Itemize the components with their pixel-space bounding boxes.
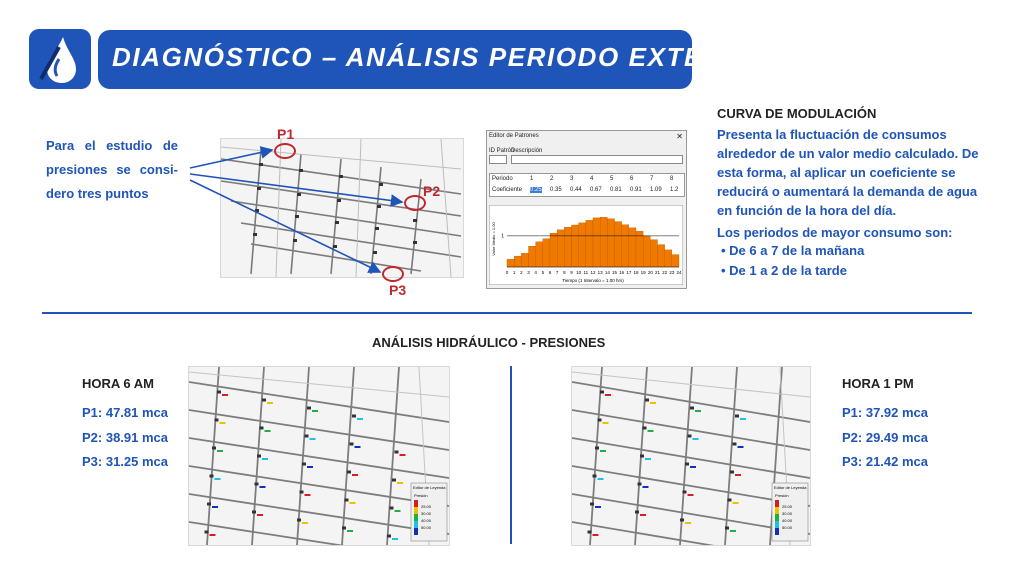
map-pressure-tag [220, 422, 226, 424]
legend-swatch [414, 514, 418, 521]
map-node [217, 391, 221, 394]
map-pressure-tag [740, 418, 746, 420]
map-node [690, 407, 694, 410]
map-pressure-tag [307, 466, 313, 468]
period-cell: 3 [570, 176, 574, 182]
chart-xtick: 20 [647, 270, 653, 275]
legend-swatch [414, 507, 418, 514]
map-pressure-tag [347, 530, 353, 532]
map-node [387, 535, 391, 538]
map-node [257, 455, 261, 458]
coef-cell[interactable]: 0.81 [610, 187, 622, 193]
map-pressure-tag [648, 430, 654, 432]
pm-value-p3: P3: 21.42 mca [842, 454, 929, 469]
legend-value: 25.00 [782, 504, 793, 509]
legend-value: 50.00 [421, 525, 432, 530]
map-pressure-tag [605, 394, 611, 396]
point-label-p3: P3 [389, 282, 407, 298]
chart-bar [643, 236, 650, 267]
chart-bar [579, 223, 586, 267]
map-pressure-tag [267, 402, 273, 404]
coef-cell[interactable]: 1.09 [650, 187, 662, 193]
legend-value: 30.00 [421, 511, 432, 516]
map-node [598, 419, 602, 422]
map-node [390, 507, 394, 510]
map-node [640, 455, 644, 458]
coef-label: Coeficiente [492, 187, 523, 193]
map-pressure-tag [603, 422, 609, 424]
chart-bar [593, 218, 600, 267]
map-node [725, 527, 729, 530]
map-pressure-tag [212, 506, 218, 508]
legend-value: 30.00 [782, 511, 793, 516]
map-node [215, 419, 219, 422]
legend-value: 40.00 [421, 518, 432, 523]
map-node [302, 463, 306, 466]
chart-bar [650, 240, 657, 267]
period-cell: 7 [650, 176, 654, 182]
map-node [307, 407, 311, 410]
pattern-table [489, 173, 685, 197]
am-value-p2: P2: 38.91 mca [82, 430, 169, 445]
map-pressure-tag [593, 534, 599, 536]
chart-xtick: 15 [611, 270, 618, 275]
period-cell: 6 [630, 176, 634, 182]
section-divider [42, 312, 972, 314]
chart-xtick: 1 [512, 270, 516, 275]
map-node [590, 503, 594, 506]
map-pressure-tag [645, 458, 651, 460]
chart-xtick: 3 [527, 270, 530, 275]
chart-xtick: 5 [541, 270, 545, 275]
am-heading: HORA 6 AM [82, 376, 154, 391]
modulation-paragraph: Presenta la fluctuación de consumos alrededor de un valor medio calculado. De esta forma, al aplicar un coeficiente se reducirá o aumentará la demanda de agua en función de la hora del día. [717, 127, 979, 218]
chart-bar [529, 246, 536, 267]
chart-xtick: 24 [676, 270, 682, 275]
period-cell: 4 [590, 176, 594, 182]
map-node [342, 527, 346, 530]
am-value-p1: P1: 47.81 mca [82, 405, 169, 420]
page-title: DIAGNÓSTICO – ANÁLISIS PERIODO EXTENDIDO [112, 42, 795, 72]
chart-bar [514, 256, 521, 267]
map-node [395, 451, 399, 454]
chart-bar [672, 255, 679, 267]
pm-value-p1: P1: 37.92 mca [842, 405, 929, 420]
chart-xtick: 6 [548, 270, 552, 275]
map-pressure-tag [397, 482, 403, 484]
map-node [255, 483, 259, 486]
legend-swatch [414, 500, 418, 507]
map-node [300, 491, 304, 494]
map-pressure-tag [352, 474, 358, 476]
map-node [688, 435, 692, 438]
chart-xtick: 11 [583, 270, 589, 275]
chart-bar [586, 220, 593, 267]
map-pressure-tag [685, 522, 691, 524]
chart-bar [507, 259, 514, 267]
legend-swatch [414, 528, 418, 535]
hydraulic-title: ANÁLISIS HIDRÁULICO - PRESIONES [372, 335, 606, 350]
chart-bar [543, 239, 550, 267]
peak-item-text: De 6 a 7 de la mañana [729, 243, 865, 258]
map-node [593, 475, 597, 478]
map-node [595, 447, 599, 450]
map-node [210, 475, 214, 478]
chart-bar [665, 250, 672, 267]
map-pressure-tag [257, 514, 263, 516]
point-label-p1: P1 [277, 126, 295, 142]
map-node [600, 391, 604, 394]
legend-value: 25.00 [421, 504, 432, 509]
map-node [638, 483, 642, 486]
coef-cell[interactable]: 0.67 [590, 187, 602, 193]
map-pressure-tag [215, 478, 221, 480]
map-node [588, 531, 592, 534]
chart-xtick: 9 [570, 270, 573, 275]
legend-swatch [775, 528, 779, 535]
legend-swatch [775, 521, 779, 528]
coef-cell[interactable]: 0.35 [550, 187, 562, 193]
chart-bar [658, 245, 665, 267]
map-pressure-tag [595, 506, 601, 508]
map-node [212, 447, 216, 450]
map-node [260, 427, 264, 430]
map-pressure-tag [640, 514, 646, 516]
pattern-editor-window [486, 130, 687, 289]
chart-xtick: 8 [563, 270, 566, 275]
legend-swatch [775, 500, 779, 507]
desc-input[interactable] [511, 155, 683, 164]
close-icon[interactable]: ✕ [676, 132, 683, 141]
chart-xtick: 18 [633, 270, 639, 275]
chart-xtick: 12 [590, 270, 596, 275]
coef-cell[interactable]: 0.44 [570, 187, 582, 193]
map-pressure-tag [305, 494, 311, 496]
chart-xtick: 19 [640, 270, 646, 275]
map-pressure-tag [733, 502, 739, 504]
am-value-p3: P3: 31.25 mca [82, 454, 169, 469]
pm-value-p2: P2: 29.49 mca [842, 430, 929, 445]
map-pressure-tag [738, 446, 744, 448]
pattern-editor-title: Editor de Patrones [489, 133, 539, 139]
map-node [680, 519, 684, 522]
point-label-p2: P2 [423, 183, 441, 199]
pm-heading: HORA 1 PM [842, 376, 914, 391]
peak-item: • De 1 a 2 de la tarde [721, 263, 847, 278]
chart-xtick: 10 [576, 270, 582, 275]
period-cell: 8 [670, 176, 674, 182]
chart-xtick: 13 [597, 270, 603, 275]
map-pressure-tag [310, 438, 316, 440]
chart-bar [607, 219, 614, 267]
chart-xtick: 16 [619, 270, 625, 275]
map-node [305, 435, 309, 438]
map-node [392, 479, 396, 482]
map-pressure-tag [217, 450, 223, 452]
period-cell: 2 [550, 176, 554, 182]
map-node [730, 471, 734, 474]
map-pressure-tag [350, 502, 356, 504]
coef-cell[interactable]: 0.25 [530, 187, 542, 193]
legend-value: 50.00 [782, 525, 793, 530]
map-node [345, 499, 349, 502]
map-node [733, 443, 737, 446]
map-node [635, 511, 639, 514]
map-pressure-tag [355, 446, 361, 448]
map-pressure-tag [690, 466, 696, 468]
id-label: ID Patrón [489, 148, 515, 154]
map-pressure-tag [693, 438, 699, 440]
chart-bar [629, 228, 636, 267]
map-node [205, 531, 209, 534]
desc-label: Descripción [511, 148, 543, 154]
chart-xtick: 23 [669, 270, 675, 275]
chart-xlabel: Tiempo (1 Intervalo = 1.00 hrs) [562, 278, 624, 283]
map-pressure-tag [210, 534, 216, 536]
chart-xtick: 7 [555, 270, 559, 275]
chart-bar [622, 225, 629, 267]
legend-swatch [414, 521, 418, 528]
chart-bar [636, 231, 643, 267]
legend-swatch [775, 507, 779, 514]
periodo-label: Periodo [492, 176, 513, 182]
pattern-chart [489, 205, 683, 285]
period-cell: 1 [530, 176, 534, 182]
period-cell: 5 [610, 176, 614, 182]
chart-ytick: 1 [501, 233, 504, 240]
pressure-map-pm [571, 366, 811, 546]
vertical-divider [510, 366, 512, 544]
chart-bar [615, 222, 622, 267]
map-pressure-tag [735, 474, 741, 476]
map-node [728, 499, 732, 502]
map-pressure-tag [302, 522, 308, 524]
map-pressure-tag [395, 510, 401, 512]
map-node [645, 399, 649, 402]
map-node [347, 471, 351, 474]
peak-item: • De 6 a 7 de la mañana [721, 243, 865, 258]
map-node [352, 415, 356, 418]
chart-xtick: 2 [520, 270, 523, 275]
map-node [685, 463, 689, 466]
map-pressure-tag [598, 478, 604, 480]
map-pressure-tag [400, 454, 406, 456]
chart-xtick: 0 [505, 270, 509, 275]
chart-xtick: 22 [662, 270, 668, 275]
legend-title: Editor de Leyenda [413, 485, 446, 490]
map-pressure-tag [730, 530, 736, 532]
chart-bar [557, 230, 564, 267]
map-pressure-tag [695, 410, 701, 412]
map-node [643, 427, 647, 430]
coef-cell[interactable]: 0.91 [630, 187, 642, 193]
id-input[interactable] [489, 155, 507, 164]
chart-bar [564, 227, 571, 267]
map-pressure-tag [260, 486, 266, 488]
map-pressure-tag [650, 402, 656, 404]
map-pressure-tag [222, 394, 228, 396]
chart-xtick: 21 [654, 270, 661, 275]
modulation-title: CURVA DE MODULACIÓN [717, 106, 877, 121]
map-pressure-tag [357, 418, 363, 420]
map-pressure-tag [392, 538, 398, 540]
intro-text: Para el estudio de presiones se consi-dero tres puntos [46, 138, 178, 201]
coef-cell[interactable]: 1.2 [670, 187, 679, 193]
pressure-map-am [188, 366, 450, 546]
chart-ylabel: Valor Medio = 1.00 [491, 222, 496, 256]
chart-xtick: 17 [626, 270, 632, 275]
map-pressure-tag [312, 410, 318, 412]
legend-label: Presión [414, 493, 428, 498]
map-node [297, 519, 301, 522]
chart-bar [521, 253, 528, 267]
map-node [735, 415, 739, 418]
map-pressure-tag [688, 494, 694, 496]
chart-xtick: 4 [534, 270, 537, 275]
map-node [262, 399, 266, 402]
map-pressure-tag [265, 430, 271, 432]
legend-value: 40.00 [782, 518, 793, 523]
map-node [683, 491, 687, 494]
map-node [207, 503, 211, 506]
legend-title: Editor de Leyenda [774, 485, 807, 490]
chart-xtick: 14 [604, 270, 610, 275]
map-pressure-tag [262, 458, 268, 460]
peak-item-text: De 1 a 2 de la tarde [729, 263, 847, 278]
map-node [350, 443, 354, 446]
chart-bar [550, 233, 557, 267]
legend-label: Presión [775, 493, 789, 498]
map-pressure-tag [600, 450, 606, 452]
map-node [252, 511, 256, 514]
peak-intro: Los periodos de mayor consumo son: [717, 225, 953, 240]
chart-bar [536, 242, 543, 267]
map-pressure-tag [643, 486, 649, 488]
chart-bar [600, 217, 607, 267]
chart-bar [572, 225, 579, 267]
legend-swatch [775, 514, 779, 521]
